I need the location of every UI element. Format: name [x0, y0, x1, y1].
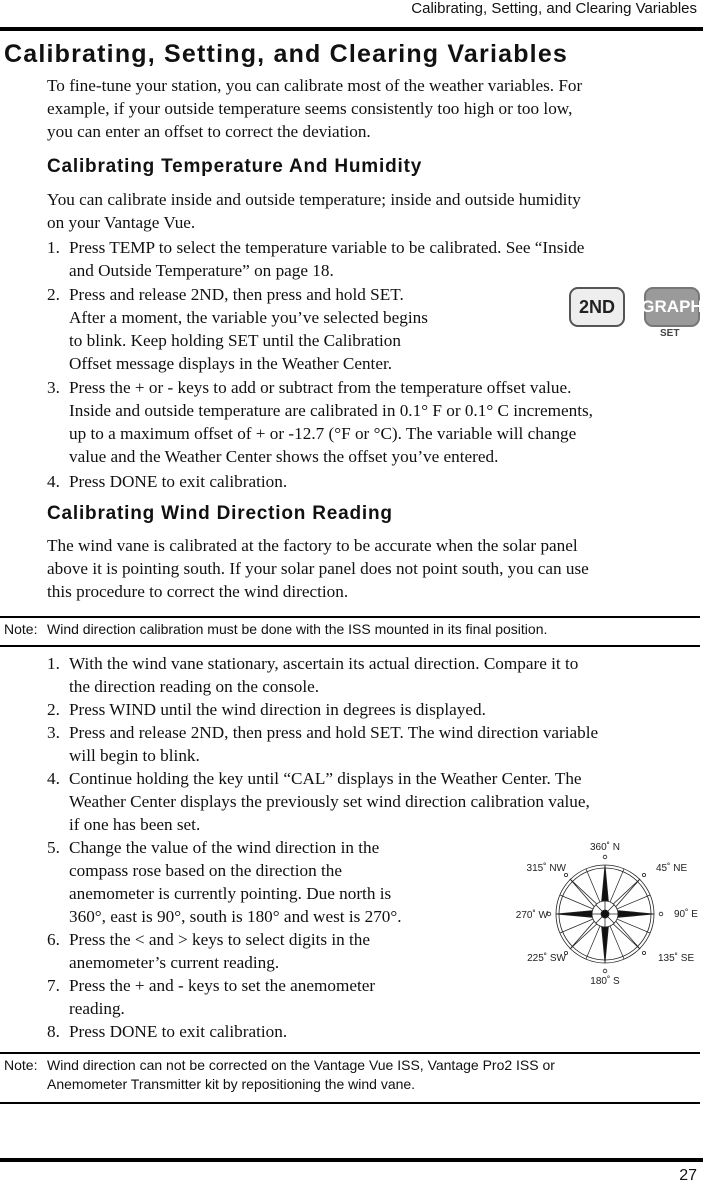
- step-line: Press the + or - keys to add or subtract from the temperature offset value.: [69, 378, 572, 397]
- note-label: Note:: [4, 621, 38, 637]
- section2-intro-line: above it is pointing south. If your solar panel does not point south, you can use: [47, 559, 589, 578]
- step-line: up to a maximum offset of + or -12.7 (°F or °C). The variable will change: [69, 424, 577, 443]
- page-title: Calibrating, Setting, and Clearing Variables: [4, 40, 569, 68]
- note-line: Anemometer Transmitter kit by repositioning the wind vane.: [47, 1076, 416, 1092]
- intro-line: example, if your outside temperature seems consistently too high or too low,: [47, 99, 573, 118]
- intro-line: you can enter an offset to correct the deviation.: [47, 122, 371, 141]
- header-rule: [0, 27, 703, 31]
- step-number: 1.: [47, 238, 60, 257]
- note-rule: [0, 645, 700, 647]
- step-line: Press and release 2ND, then press and hold SET. The wind direction variable: [69, 723, 599, 742]
- footer-rule: [0, 1158, 703, 1162]
- compass-label-e: 90˚ E: [674, 909, 698, 920]
- compass-label-se: 135˚ SE: [658, 953, 695, 964]
- step-number: 8.: [47, 1022, 60, 1041]
- compass-label-ne: 45˚ NE: [656, 863, 688, 874]
- step-line: and Outside Temperature” on page 18.: [69, 261, 334, 280]
- step-line: After a moment, the variable you’ve selected begins: [69, 308, 428, 327]
- step-number: 2.: [47, 285, 60, 304]
- step-line: With the wind vane stationary, ascertain its actual direction. Compare it to: [69, 654, 579, 673]
- step-number: 6.: [47, 930, 60, 949]
- step-line: Offset message displays in the Weather Center.: [69, 354, 393, 373]
- section1-intro-line: You can calibrate inside and outside temperature; inside and outside humidity: [47, 190, 581, 209]
- step-line: Press the < and > keys to select digits in the: [69, 930, 371, 949]
- step-number: 4.: [47, 769, 60, 788]
- step-line: 360°, east is 90°, south is 180° and west is 270°.: [69, 907, 402, 926]
- step-number: 5.: [47, 838, 60, 857]
- step-line: Continue holding the key until “CAL” displays in the Weather Center. The: [69, 769, 582, 788]
- step-line: if one has been set.: [69, 815, 201, 834]
- step-line: Change the value of the wind direction in the: [69, 838, 380, 857]
- intro-paragraph: [47, 74, 697, 143]
- step-number: 3.: [47, 723, 60, 742]
- compass-label-n: 360˚ N: [589, 842, 621, 853]
- step-line: anemometer is currently pointing. Due north is: [69, 884, 392, 903]
- step-line: to blink. Keep holding SET until the Calibration: [69, 331, 401, 350]
- step-number: 3.: [47, 378, 60, 397]
- step-line: Weather Center displays the previously set wind direction calibration value,: [69, 792, 590, 811]
- step-line: compass rose based on the direction the: [69, 861, 343, 880]
- graph-key-illustration: GRAPH: [644, 287, 700, 327]
- step-line: reading.: [69, 999, 125, 1018]
- step-line: will begin to blink.: [69, 746, 200, 765]
- compass-label-w: 270˚ W: [515, 910, 548, 921]
- compass-label-sw: 225˚ SW: [527, 953, 566, 964]
- set-key-label: SET: [660, 328, 680, 339]
- running-header: Calibrating, Setting, and Clearing Variables: [411, 0, 697, 17]
- section2-intro: [47, 534, 697, 603]
- step-line: Press WIND until the wind direction in degrees is displayed.: [69, 700, 486, 719]
- section-heading-wind: Calibrating Wind Direction Reading: [47, 503, 393, 524]
- step-line: Press and release 2ND, then press and hold SET.: [69, 285, 404, 304]
- step-number: 2.: [47, 700, 60, 719]
- note-text: Wind direction calibration must be done with the ISS mounted in its final position.: [47, 621, 548, 637]
- section2-intro-line: this procedure to correct the wind direction.: [47, 582, 349, 601]
- section2-intro-line: The wind vane is calibrated at the factory to be accurate when the solar panel: [47, 536, 578, 555]
- step-line: Inside and outside temperature are calibrated in 0.1° F or 0.1° C increments,: [69, 401, 593, 420]
- step-number: 1.: [47, 654, 60, 673]
- step-line: Press DONE to exit calibration.: [69, 472, 288, 491]
- note-rule: [0, 1102, 700, 1104]
- intro-line: To fine-tune your station, you can calibrate most of the weather variables. For: [47, 76, 583, 95]
- compass-label-s: 180˚ S: [590, 976, 620, 987]
- compass-rose-illustration: [510, 838, 700, 988]
- step-number: 7.: [47, 976, 60, 995]
- step-line: Press TEMP to select the temperature variable to be calibrated. See “Inside: [69, 238, 585, 257]
- section1-intro-line: on your Vantage Vue.: [47, 213, 196, 232]
- section1-intro: [47, 188, 697, 234]
- section-heading-temperature: Calibrating Temperature And Humidity: [47, 156, 423, 177]
- note-label: Note:: [4, 1057, 38, 1073]
- note-rule: [0, 1052, 700, 1054]
- step-number: 4.: [47, 472, 60, 491]
- step-line: anemometer’s current reading.: [69, 953, 280, 972]
- compass-label-nw: 315˚ NW: [526, 863, 566, 874]
- step-line: value and the Weather Center shows the offset you’ve entered.: [69, 447, 499, 466]
- page-number: 27: [679, 1167, 697, 1184]
- 2nd-key-illustration: 2ND: [569, 287, 625, 327]
- step-line: Press DONE to exit calibration.: [69, 1022, 288, 1041]
- step-line: the direction reading on the console.: [69, 677, 320, 696]
- step-line: Press the + and - keys to set the anemometer: [69, 976, 376, 995]
- note-line: Wind direction can not be corrected on the Vantage Vue ISS, Vantage Pro2 ISS or: [47, 1057, 555, 1073]
- note-rule: [0, 616, 700, 618]
